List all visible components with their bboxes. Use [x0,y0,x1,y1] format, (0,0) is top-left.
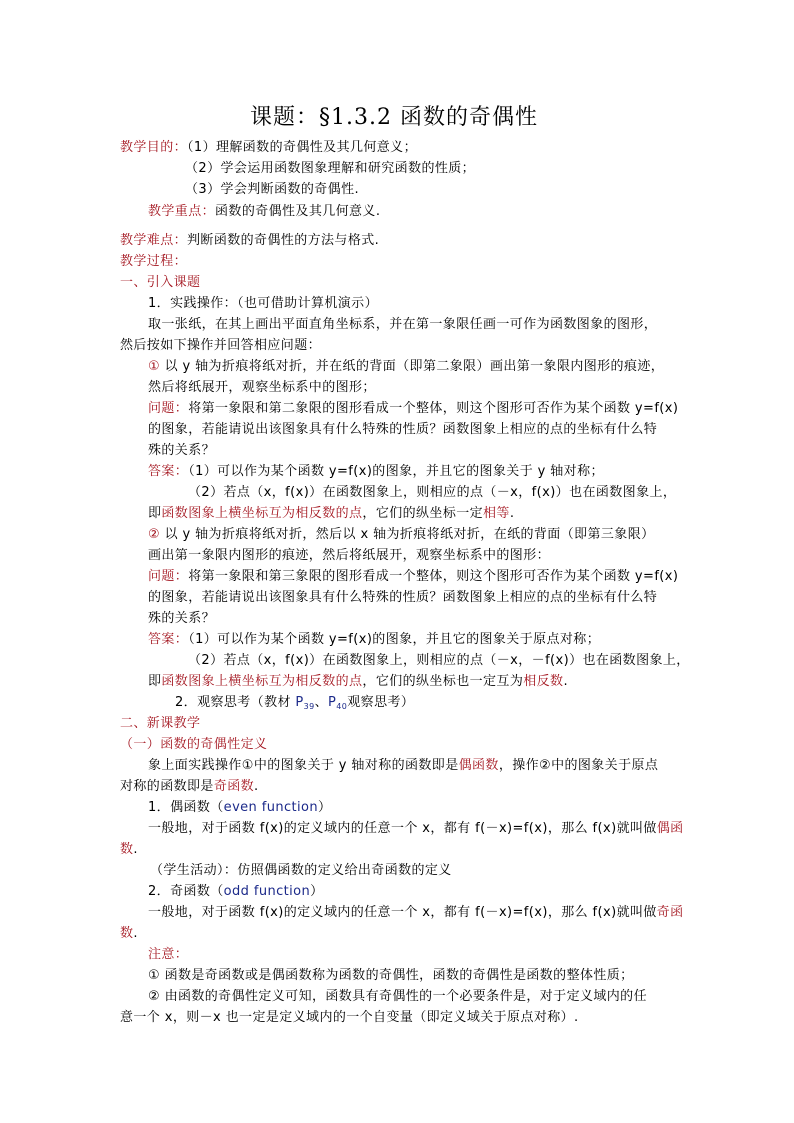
answer-text: （1）可以作为某个函数 y=f(x)的图象，并且它的图象关于原点对称； [188,632,601,647]
paragraph-line: 殊的关系？ [148,611,216,626]
note-item: ① 函数是奇函数或是偶函数称为函数的奇偶性，函数的奇偶性是函数的整体性质； [148,968,634,983]
answer-text: （1）可以作为某个函数 y=f(x)的图象，并且它的图象关于 y 轴对称； [188,464,604,479]
text-span: ，操作②中的图象关于原点 [498,758,659,773]
step-marker: ② [148,527,161,542]
answer-line [148,463,604,481]
practice-title: 1．实践操作：（也可借助计算机演示） [148,296,378,311]
subscript: 40 [336,702,348,711]
text-span: ） [318,800,332,815]
highlight-text: 相反数 [523,674,564,689]
even-definition [148,820,684,838]
objective-item: （1）理解函数的奇偶性及其几何意义； [187,140,417,155]
paragraph-line: 画出第一象限内图形的痕迹，然后将纸展开，观察坐标系中的图形： [148,548,551,563]
text-span: . [254,779,259,794]
key-point-line [148,203,380,221]
paragraph-line: 然后按如下操作并回答相应问题： [120,338,322,353]
question-label: 问题： [148,569,189,584]
page-ref [328,695,347,710]
highlight-text: 函数图象上横坐标互为相反数的点 [161,506,363,521]
paragraph-line: 的图象，若能请说出该图象具有什么特殊的性质？函数图象上相应的点的坐标有什么特 [148,422,658,437]
text-span: . [509,506,515,521]
paragraph-line: （2）若点（x，f(x)）在函数图象上，则相应的点（－x，f(x)）也在函数图象上， [188,485,677,500]
paragraph-line: 取一张纸，在其上画出平面直角坐标系，并在第一象限任画一可作为函数图象的图形， [148,317,658,332]
step-text: 以 y 轴为折痕将纸对折，然后以 x 轴为折痕将纸对折，在纸的背面（即第三象限） [160,527,655,542]
english-term: even function [223,800,319,815]
highlight-text: 偶函数 [458,758,499,773]
highlight-text: 相等 [483,506,510,521]
sub-heading: （一）函数的奇偶性定义 [120,737,268,752]
text-span: 一般地，对于函数 f(x)的定义域内的任意一个 x，都有 f(－x)=f(x)，那么 f(x)就叫做 [148,821,657,836]
question-line [148,400,678,418]
section-heading: 二、新课教学 [120,716,201,731]
section-heading: 一、引入课题 [120,275,201,290]
highlight-text: 数 [120,842,134,857]
highlight-text: 偶函 [656,821,684,836]
difficulty-line [120,232,379,250]
question-label: 问题： [148,401,189,416]
highlight-text: 函数图象上横坐标互为相反数的点 [161,674,363,689]
answer-conclusion [148,673,568,691]
odd-definition-cont [120,925,138,943]
paragraph-line: 然后将纸展开，观察坐标系中的图形； [148,380,376,395]
observe-line [175,694,414,716]
even-definition-cont [120,841,138,859]
paragraph-line: 的图象，若能请说出该图象具有什么特殊的性质？函数图象上相应的点的坐标有什么特 [148,590,658,605]
text-span: ，它们的纵坐标也一定互为 [362,674,524,689]
text-span: . [133,842,138,857]
text-span: 1．偶函数（ [148,800,224,815]
text-span: 对称的函数即是 [120,779,214,794]
objectives-label: 教学目的： [120,140,188,155]
note-label: 注意： [148,947,189,962]
step-text: 以 y 轴为折痕将纸对折，并在纸的背面（即第二象限）画出第一象限内图形的痕迹， [160,359,665,374]
subscript: 39 [303,702,315,711]
question-text: 将第一象限和第二象限的图形看成一个整体，则这个图形可否作为某个函数 y=f(x) [188,401,679,416]
student-activity: （学生活动）：仿照偶函数的定义给出奇函数的定义 [150,863,452,878]
definition-line [120,778,259,796]
question-line [148,568,678,586]
odd-function-title [148,883,324,901]
text-span: P [295,695,304,710]
text-span: 即 [148,506,162,521]
objectives-line-1 [120,139,417,157]
note-item-cont: 意一个 x，则－x 也一定是定义域内的一个自变量（即定义域关于原点对称）. [120,1010,579,1025]
note-item: ② 由函数的奇偶性定义可知，函数具有奇偶性的一个必要条件是，对于定义域内的任 [148,989,647,1004]
text-span: 即 [148,674,162,689]
page-ref [295,695,314,710]
odd-definition [148,904,684,922]
definition-line [148,757,658,775]
step-marker: ① [148,359,161,374]
even-function-title [148,799,331,817]
question-text: 将第一象限和第三象限的图形看成一个整体，则这个图形可否作为某个函数 y=f(x) [188,569,679,584]
step-line [148,526,655,544]
text-span: P [328,695,337,710]
text-span: . [563,674,568,689]
text-span: 一般地，对于函数 f(x)的定义域内的任意一个 x，都有 f(－x)=f(x)，那么 f(x)就叫做 [148,905,657,920]
answer-label: 答案： [148,464,189,479]
highlight-text: 奇函 [656,905,684,920]
text-span: 象上面实践操作①中的图象关于 y 轴对称的函数即是 [148,758,459,773]
objective-item: （2）学会运用函数图象理解和研究函数的性质； [185,161,476,176]
key-point-text: 函数的奇偶性及其几何意义. [215,204,381,219]
page-title: 课题：§1.3.2 函数的奇偶性 [250,105,538,130]
text-span: 2．观察思考（教材 [175,695,296,710]
paragraph-line: 殊的关系？ [148,443,216,458]
highlight-text: 奇函数 [213,779,255,794]
objective-item: （3）学会判断函数的奇偶性. [185,182,360,197]
difficulty-label: 教学难点： [120,233,188,248]
text-span: 、 [314,695,329,710]
answer-label: 答案： [148,632,189,647]
step-line [148,358,664,376]
paragraph-line: （2）若点（x，f(x)）在函数图象上，则相应的点（－x，－f(x)）也在函数图象上， [188,653,690,668]
text-span: 观察思考） [347,695,415,710]
process-label: 教学过程： [120,254,188,269]
text-span: ，它们的纵坐标一定 [362,506,484,521]
difficulty-text: 判断函数的奇偶性的方法与格式. [187,233,380,248]
text-span: ） [310,884,324,899]
english-term: odd function [223,884,311,899]
key-point-label: 教学重点： [148,204,216,219]
answer-conclusion [148,505,514,523]
answer-line [148,631,600,649]
highlight-text: 数 [120,926,134,941]
text-span: 2．奇函数（ [148,884,224,899]
text-span: . [133,926,138,941]
